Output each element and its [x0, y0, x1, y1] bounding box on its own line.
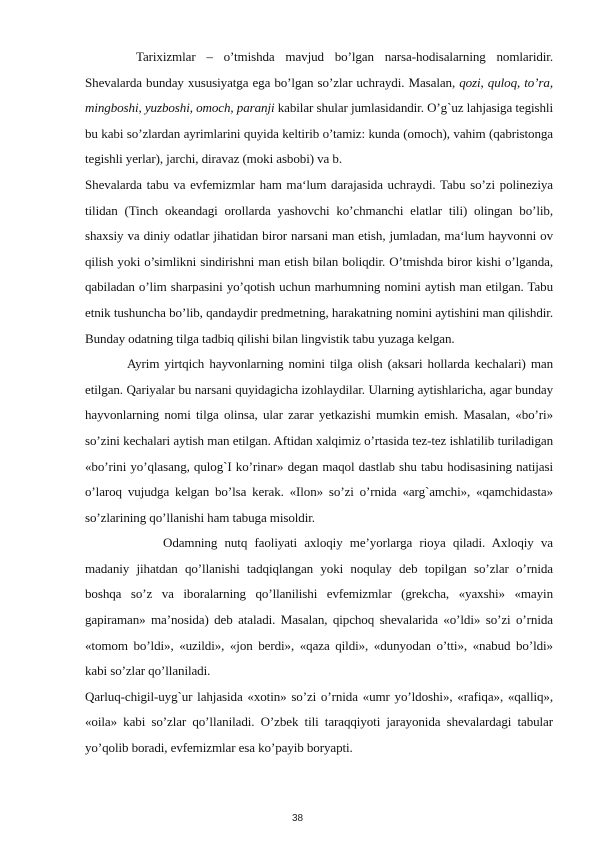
paragraph-nutq-faoliyati: Odamning nutq faoliyati axloqiy me’yorlarga rioya qiladi. Axloqiy va madaniy jihatdan qo’llanishi tadqiqlangan yoki noqulay deb topilgan so’zlar o’rnida boshqa so’z va iboralarning qo’llanilishi evfemizmlar (grekcha, «yaxshi» «mayin gapiraman» ma’nosida) deb ataladi. Masalan, qipchoq shevalarida «o’ldi» so’zi o’rnida «tomom bo’ldi», «uzildi», «jon berdi», «qaza qildi», «dunyodan o’tti», «nabud bo’ldi» kabi so’zlar qo’llaniladi.: [85, 535, 553, 679]
paragraph-text: kabilar shular jumlasidandir. O’g`uz lahjasiga tegishli bu kabi so’zlardan ayrimlarini quyida keltirib o’tamiz: kunda (omoch), vahim (qabristonga tegishli yerlar), jarchi, diravaz (moki asbobi) va b.: [85, 100, 553, 167]
paragraph-qarluq-lahjasi: Qarluq-chigil-uyg`ur lahjasida «xotin» so’zi o’rnida «umr yo’ldoshi», «rafiqa», «qalliq», «oila» kabi so’zlar qo’llaniladi. O’zbek tili taraqqiyoti jarayonida shevalardagi tabular yo’qolib boradi, evfemizmlar esa ko’payib boryapti.: [85, 688, 553, 756]
paragraph-tabu-evfemizm: Shevalarda tabu va evfemizmlar ham ma‘lum darajasida uchraydi. Tabu so’zi polineziya tilidan (Tinch okeandagi orollarda yashovchi ko’chmanchi elatlar tili) olingan bo’lib, shaxsiy va diniy odatlar jihatidan biror narsani man etish, jumladan, ma‘lum hayvonni ov qilish yoki o’simlikni sindirishni man etish bilan boliqdir. O’tmishda biror kishi o’lganda, qabiladan o’lim sharpasini yo’qotish uchun marhumning nomini aytish man etilgan. Tabu etnik tushuncha bo’lib, qandaydir predmetning, harakatning nomini aytishini man qilishdir. Bunday odatning tilga tadbiq qilishi bilan lingvistik tabu yuzaga kelgan.: [85, 176, 553, 346]
paragraph-tarixizmlar: [85, 44, 553, 172]
paragraph-yirtqich-hayvonlar: Ayrim yirtqich hayvonlarning nomini tilga olish (aksari hollarda kechalari) man etilgan. Qariyalar bu narsani quyidagicha izohlaydilar. Ularning aytishlaricha, agar bunday hayvonlarning nomi tilga olinsa, ular zarar yetkazishi mumkin emish. Masalan, «bo’ri» so’zini kechalari aytish man etilgan. Aftidan xalqimiz o’rtasida tez-tez ishlatilib turiladigan «bo’rini yo’qlasang, qulog`I ko’rinar» degan maqol dastlab shu tabu hodisasining natijasi o’laroq vujudga kelgan bo’lsa kerak. «Ilon» so’zi o’rnida «arg`amchi», «qamchidasta» so’zlarining qo’llanishi ham tabuga misoldir.: [85, 356, 553, 525]
italic-examples: qozi, quloq, to’ra, mingboshi, yuzboshi, omoch, paranji: [85, 74, 553, 116]
paragraph-text: Tarixizmlar – o’tmishda mavjud bo’lgan narsa-hodisalarning nomlaridir. Shevalarda bunday xususiyatga ega bo’lgan so’zlar uchraydi. Masalan,: [85, 49, 553, 90]
page-number: 38: [291, 813, 304, 824]
